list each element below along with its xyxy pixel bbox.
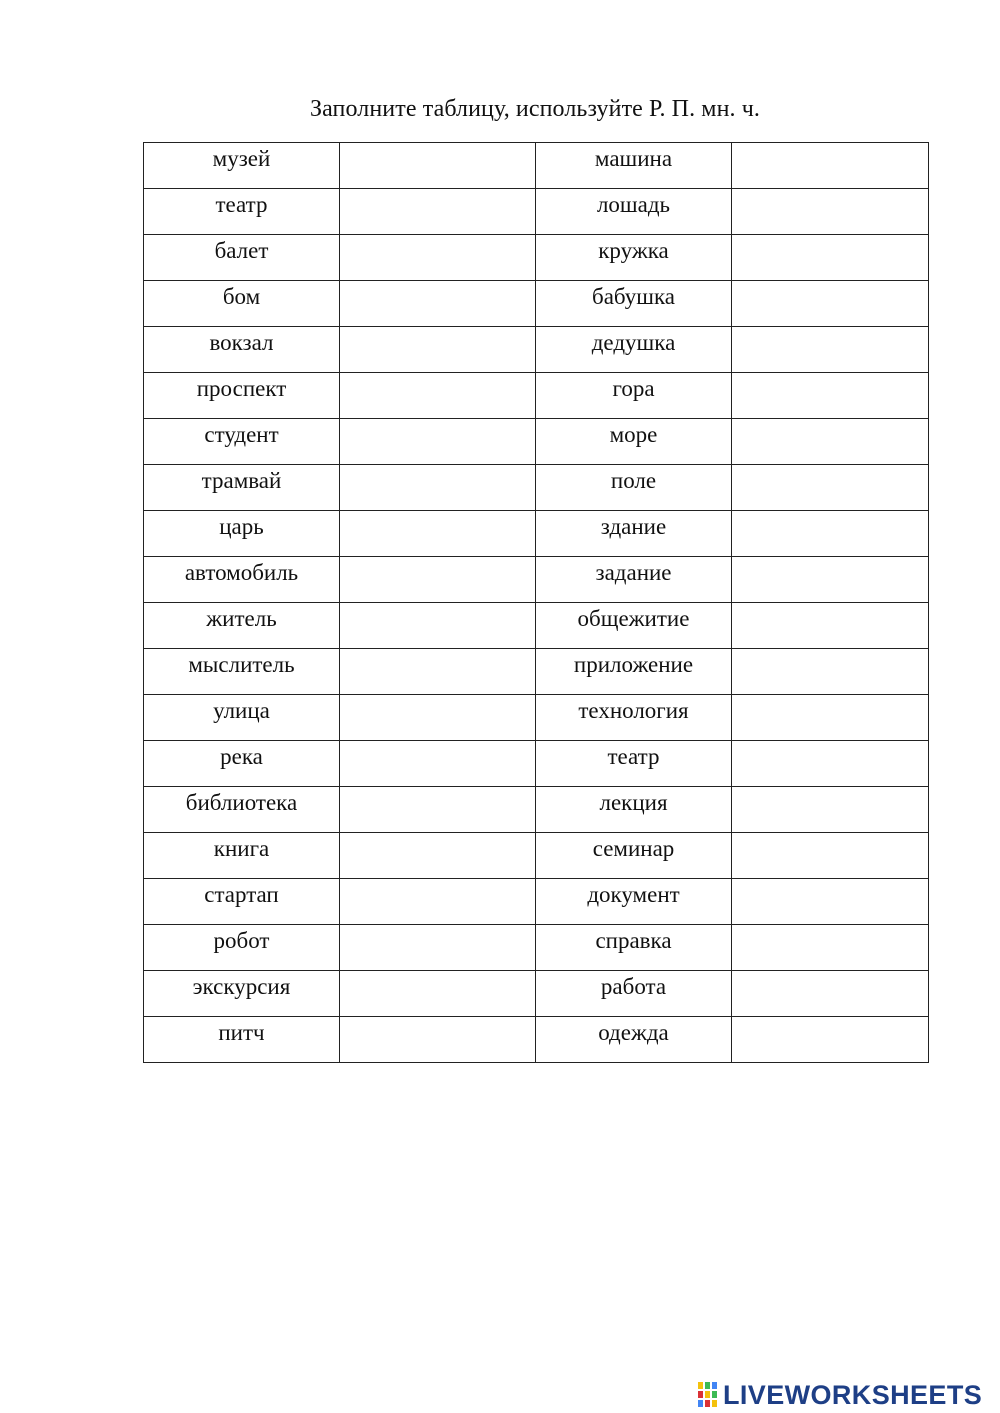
answer-input-left[interactable] [340,741,535,786]
answer-input-right[interactable] [732,925,928,970]
answer-cell-right [732,603,929,649]
word-cell-right: кружка [536,235,732,281]
word-cell-left: автомобиль [144,557,340,603]
word-cell-left: экскурсия [144,971,340,1017]
word-cell-right: задание [536,557,732,603]
word-cell-left: робот [144,925,340,971]
answer-input-right[interactable] [732,189,928,234]
answer-input-right[interactable] [732,603,928,648]
word-cell-right: семинар [536,833,732,879]
word-cell-left: театр [144,189,340,235]
word-cell-right: гора [536,373,732,419]
answer-cell-left [340,143,536,189]
answer-cell-left [340,465,536,511]
answer-cell-left [340,879,536,925]
answer-input-left[interactable] [340,373,535,418]
answer-cell-left [340,281,536,327]
answer-input-left[interactable] [340,603,535,648]
answer-cell-right [732,327,929,373]
table-row [144,741,929,787]
word-cell-left: проспект [144,373,340,419]
answer-cell-right [732,695,929,741]
answer-input-right[interactable] [732,879,928,924]
answer-cell-right [732,833,929,879]
word-cell-right: документ [536,879,732,925]
answer-input-left[interactable] [340,925,535,970]
answer-input-left[interactable] [340,557,535,602]
answer-input-right[interactable] [732,695,928,740]
answer-input-right[interactable] [732,787,928,832]
answer-input-right[interactable] [732,741,928,786]
answer-input-right[interactable] [732,1017,928,1062]
word-cell-left: мыслитель [144,649,340,695]
answer-input-left[interactable] [340,235,535,280]
table-row [144,189,929,235]
answer-input-right[interactable] [732,143,928,188]
answer-input-left[interactable] [340,419,535,464]
word-cell-left: книга [144,833,340,879]
answer-cell-left [340,419,536,465]
word-cell-left: балет [144,235,340,281]
table-row [144,419,929,465]
word-cell-left: царь [144,511,340,557]
table-row [144,281,929,327]
answer-cell-left [340,649,536,695]
answer-cell-right [732,189,929,235]
table-row [144,465,929,511]
table-row [144,649,929,695]
answer-input-left[interactable] [340,649,535,694]
answer-cell-right [732,925,929,971]
answer-cell-left [340,603,536,649]
answer-input-left[interactable] [340,879,535,924]
answer-cell-left [340,511,536,557]
table-row [144,787,929,833]
answer-input-right[interactable] [732,833,928,878]
word-cell-left: трамвай [144,465,340,511]
answer-cell-right [732,557,929,603]
liveworksheets-logo [697,1378,982,1412]
answer-input-left[interactable] [340,327,535,372]
answer-cell-right [732,373,929,419]
word-cell-right: работа [536,971,732,1017]
table-row [144,143,929,189]
word-cell-right: театр [536,741,732,787]
word-cell-right: поле [536,465,732,511]
word-cell-right: одежда [536,1017,732,1063]
word-cell-right: справка [536,925,732,971]
answer-input-right[interactable] [732,971,928,1016]
table-row [144,879,929,925]
answer-input-left[interactable] [340,465,535,510]
answer-cell-left [340,833,536,879]
word-cell-right: дедушка [536,327,732,373]
answer-input-left[interactable] [340,189,535,234]
answer-cell-right [732,1017,929,1063]
answer-cell-left [340,557,536,603]
table-row [144,833,929,879]
worksheet-title: Заполните таблицу, используйте Р. П. мн. ч. [310,96,760,122]
word-cell-left: житель [144,603,340,649]
table-row [144,327,929,373]
answer-cell-right [732,281,929,327]
table-row [144,373,929,419]
answer-cell-right [732,741,929,787]
answer-cell-right [732,511,929,557]
answer-input-left[interactable] [340,971,535,1016]
word-cell-left: река [144,741,340,787]
answer-cell-right [732,419,929,465]
answer-cell-left [340,373,536,419]
word-cell-left: стартап [144,879,340,925]
table-row [144,695,929,741]
answer-cell-right [732,787,929,833]
liveworksheets-logo-text: LIVEWORKSHEETS [723,1380,983,1410]
answer-cell-left [340,695,536,741]
table-row [144,1017,929,1063]
word-cell-left: студент [144,419,340,465]
answer-input-right[interactable] [732,419,928,464]
table-row [144,235,929,281]
answer-input-left[interactable] [340,695,535,740]
answer-input-right[interactable] [732,465,928,510]
answer-cell-right [732,465,929,511]
answer-input-right[interactable] [732,649,928,694]
answer-cell-right [732,879,929,925]
answer-input-right[interactable] [732,327,928,372]
answer-cell-right [732,649,929,695]
answer-cell-left [340,1017,536,1063]
answer-input-left[interactable] [340,787,535,832]
answer-table [143,142,929,1063]
answer-input-left[interactable] [340,833,535,878]
liveworksheets-logo-icon [697,1380,719,1410]
word-cell-left: вокзал [144,327,340,373]
word-cell-left: питч [144,1017,340,1063]
answer-input-right[interactable] [732,281,928,326]
answer-input-left[interactable] [340,511,535,556]
answer-input-right[interactable] [732,557,928,602]
word-cell-left: библиотека [144,787,340,833]
answer-cell-left [340,741,536,787]
table-row [144,971,929,1017]
answer-input-left[interactable] [340,281,535,326]
word-cell-right: здание [536,511,732,557]
answer-cell-left [340,189,536,235]
answer-cell-right [732,971,929,1017]
table-row [144,925,929,971]
word-cell-right: приложение [536,649,732,695]
answer-input-left[interactable] [340,143,535,188]
table-row [144,511,929,557]
answer-input-left[interactable] [340,1017,535,1062]
word-cell-right: общежитие [536,603,732,649]
word-cell-right: машина [536,143,732,189]
answer-input-right[interactable] [732,235,928,280]
answer-cell-right [732,143,929,189]
answer-cell-right [732,235,929,281]
answer-input-right[interactable] [732,373,928,418]
answer-cell-left [340,235,536,281]
answer-cell-left [340,925,536,971]
table-row [144,603,929,649]
word-cell-left: улица [144,695,340,741]
answer-cell-left [340,971,536,1017]
answer-input-right[interactable] [732,511,928,556]
answer-cell-left [340,327,536,373]
answer-cell-left [340,787,536,833]
word-cell-right: море [536,419,732,465]
word-cell-left: бом [144,281,340,327]
word-cell-left: музей [144,143,340,189]
word-cell-right: технология [536,695,732,741]
word-cell-right: бабушка [536,281,732,327]
answer-table-body [144,143,929,1063]
word-cell-right: лошадь [536,189,732,235]
table-row [144,557,929,603]
word-cell-right: лекция [536,787,732,833]
